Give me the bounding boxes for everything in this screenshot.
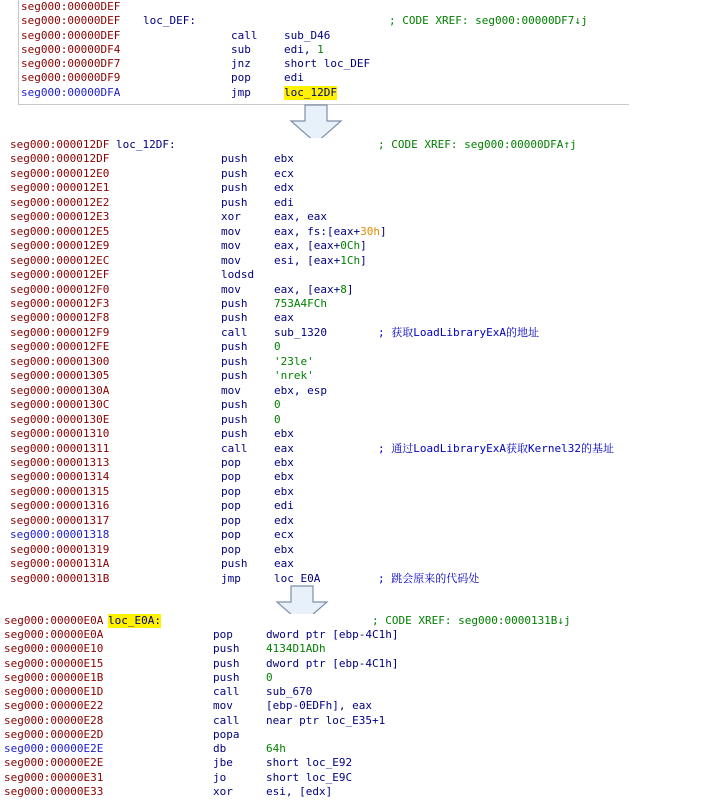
- mnemonic: xor: [213, 784, 233, 798]
- mnemonic: push: [221, 412, 248, 426]
- operand[interactable]: ebx, esp: [274, 383, 327, 397]
- mnemonic: push: [221, 296, 248, 310]
- code-line[interactable]: [8, 427, 638, 441]
- operand[interactable]: ecx: [274, 166, 294, 180]
- code-line[interactable]: [8, 225, 638, 239]
- operand[interactable]: eax: [274, 441, 294, 455]
- address: seg000:00000DEF: [21, 14, 121, 28]
- mnemonic: xor: [221, 210, 241, 224]
- code-line[interactable]: [2, 771, 642, 785]
- mnemonic: pop: [221, 470, 241, 484]
- address: seg000:00001300: [10, 354, 110, 368]
- operand[interactable]: 'nrek': [274, 369, 314, 383]
- mnemonic: jo: [213, 770, 227, 784]
- code-line[interactable]: [19, 29, 629, 43]
- comment: ; CODE XREF: seg000:0000131B↓j: [372, 614, 571, 627]
- mnemonic: push: [221, 152, 248, 166]
- operand[interactable]: 753A4FCh: [274, 296, 327, 310]
- code-line[interactable]: [8, 514, 638, 528]
- mnemonic: call: [231, 28, 258, 42]
- mnemonic: pop: [221, 528, 241, 542]
- mnemonic: mov: [213, 699, 233, 713]
- comment: ; CODE XREF: seg000:00000DFA↑j: [378, 138, 577, 151]
- code-line[interactable]: [2, 642, 642, 656]
- address: seg000:00001318: [10, 528, 110, 542]
- mnemonic: mov: [221, 282, 241, 296]
- code-line[interactable]: [2, 614, 642, 628]
- code-line[interactable]: [8, 442, 638, 456]
- address: seg000:00000E2D: [4, 727, 104, 741]
- operand[interactable]: ebx: [274, 542, 294, 556]
- operand[interactable]: short loc_DEF: [284, 57, 371, 71]
- code-line[interactable]: [19, 14, 629, 28]
- address: seg000:00000E28: [4, 713, 104, 727]
- comment: ; 跳会原来的代码处: [378, 571, 480, 584]
- operand[interactable]: edx: [274, 181, 294, 195]
- code-line[interactable]: [8, 210, 638, 224]
- mnemonic: push: [221, 354, 248, 368]
- code-line[interactable]: [2, 685, 642, 699]
- disasm-panel-loc-12df: [8, 138, 638, 584]
- address: seg000:000012F8: [10, 311, 110, 325]
- code-label[interactable]: loc_E0A:: [108, 614, 161, 627]
- operand[interactable]: 0: [266, 670, 273, 684]
- code-label[interactable]: loc_DEF:: [143, 14, 196, 28]
- code-line[interactable]: [8, 384, 638, 398]
- address: seg000:00001305: [10, 369, 110, 383]
- mnemonic: sub: [231, 42, 251, 56]
- code-line[interactable]: [8, 572, 638, 584]
- address: seg000:000012E0: [10, 166, 110, 180]
- mnemonic: pop: [221, 484, 241, 498]
- code-line[interactable]: [8, 499, 638, 513]
- code-line[interactable]: [19, 0, 629, 14]
- address: seg000:00001319: [10, 542, 110, 556]
- operand[interactable]: 0: [274, 340, 281, 354]
- operand[interactable]: near ptr loc_E35+1: [266, 713, 386, 727]
- code-line[interactable]: [8, 557, 638, 571]
- code-line[interactable]: [8, 167, 638, 181]
- address: seg000:00000DF7: [21, 57, 121, 71]
- address: seg000:000012E1: [10, 181, 110, 195]
- operand[interactable]: 0: [274, 398, 281, 412]
- operand[interactable]: '23le': [274, 354, 314, 368]
- mnemonic: push: [213, 656, 240, 670]
- address: seg000:00001310: [10, 427, 110, 441]
- operand[interactable]: ebx: [274, 470, 294, 484]
- code-line[interactable]: [2, 699, 642, 713]
- mnemonic: push: [221, 311, 248, 325]
- mnemonic: push: [221, 195, 248, 209]
- mnemonic: lodsd: [221, 268, 255, 282]
- address: seg000:00001314: [10, 470, 110, 484]
- operand[interactable]: 64h: [266, 742, 286, 756]
- code-line[interactable]: [2, 657, 642, 671]
- mnemonic: call: [221, 441, 248, 455]
- address: seg000:000012E9: [10, 239, 110, 253]
- mnemonic: jmp: [221, 571, 241, 584]
- code-line[interactable]: [2, 756, 642, 770]
- code-line[interactable]: [8, 543, 638, 557]
- code-line[interactable]: [8, 398, 638, 412]
- address: seg000:00000E0A: [4, 614, 104, 627]
- mnemonic: mov: [221, 239, 241, 253]
- operand[interactable]: esi, [eax+1Ch]: [274, 253, 367, 267]
- address: seg000:000012F3: [10, 296, 110, 310]
- address: seg000:0000130C: [10, 398, 110, 412]
- code-line[interactable]: [8, 268, 638, 282]
- mnemonic: pop: [221, 542, 241, 556]
- address: seg000:00000E2E: [4, 742, 104, 756]
- operand[interactable]: edi, 1: [284, 42, 324, 56]
- code-line[interactable]: [2, 628, 642, 642]
- code-line[interactable]: [8, 369, 638, 383]
- mnemonic: push: [221, 398, 248, 412]
- code-line[interactable]: [8, 355, 638, 369]
- address: seg000:000012DF: [10, 152, 110, 166]
- code-line[interactable]: [19, 86, 629, 100]
- address: seg000:00001311: [10, 441, 110, 455]
- operand[interactable]: dword ptr [ebp-4C1h]: [266, 656, 399, 670]
- code-line[interactable]: [8, 485, 638, 499]
- operand[interactable]: loc_E0A: [274, 571, 321, 584]
- operand[interactable]: [ebp-0EDFh], eax: [266, 699, 372, 713]
- mnemonic: popa: [213, 727, 240, 741]
- code-line[interactable]: [8, 254, 638, 268]
- address: seg000:00000E2E: [4, 756, 104, 770]
- address: seg000:000012F9: [10, 325, 110, 339]
- code-line[interactable]: [19, 43, 629, 57]
- operand[interactable]: edi: [274, 499, 294, 513]
- code-line[interactable]: [2, 785, 642, 799]
- address: seg000:0000131A: [10, 557, 110, 571]
- address: seg000:000012FE: [10, 340, 110, 354]
- mnemonic: pop: [221, 455, 241, 469]
- address: seg000:00000DF4: [21, 42, 121, 56]
- operand[interactable]: ecx: [274, 528, 294, 542]
- mnemonic: db: [213, 742, 227, 756]
- address: seg000:00000DFA: [21, 85, 121, 99]
- address: seg000:00000E1D: [4, 685, 104, 699]
- address: seg000:0000131B: [10, 571, 110, 584]
- comment: ; CODE XREF: seg000:00000DF7↓j: [389, 14, 588, 28]
- address: seg000:00000E31: [4, 770, 104, 784]
- address: seg000:00000E10: [4, 642, 104, 656]
- address: seg000:000012EC: [10, 253, 110, 267]
- mnemonic: jnz: [231, 57, 251, 71]
- address: seg000:00000DEF: [21, 0, 121, 13]
- mnemonic: push: [213, 670, 240, 684]
- operand[interactable]: ebx: [274, 427, 294, 441]
- operand[interactable]: esi, [edx]: [266, 784, 333, 798]
- address: seg000:00000E15: [4, 656, 104, 670]
- operand[interactable]: eax: [274, 311, 294, 325]
- mnemonic: pop: [221, 513, 241, 527]
- operand[interactable]: loc_12DF: [284, 85, 337, 99]
- code-line[interactable]: [19, 71, 629, 85]
- mnemonic: push: [221, 557, 248, 571]
- address: seg000:000012E3: [10, 210, 110, 224]
- mnemonic: pop: [221, 499, 241, 513]
- mnemonic: call: [213, 685, 240, 699]
- operand[interactable]: sub_1320: [274, 325, 327, 339]
- mnemonic: push: [221, 181, 248, 195]
- code-line[interactable]: [8, 326, 638, 340]
- code-line[interactable]: [2, 742, 642, 756]
- address: seg000:000012DF: [10, 138, 110, 151]
- operand[interactable]: eax, [eax+0Ch]: [274, 239, 367, 253]
- mnemonic: call: [221, 325, 248, 339]
- code-line[interactable]: [2, 671, 642, 685]
- operand[interactable]: ebx: [274, 455, 294, 469]
- code-line[interactable]: [8, 138, 638, 152]
- operand[interactable]: eax, [eax+8]: [274, 282, 354, 296]
- code-line[interactable]: [8, 413, 638, 427]
- operand[interactable]: edi: [274, 195, 294, 209]
- address: seg000:00000E22: [4, 699, 104, 713]
- mnemonic: jmp: [231, 85, 251, 99]
- operand[interactable]: dword ptr [ebp-4C1h]: [266, 628, 399, 642]
- code-line[interactable]: [8, 181, 638, 195]
- operand[interactable]: eax: [274, 557, 294, 571]
- comment: ; 通过LoadLibraryExA获取Kernel32的基址: [378, 441, 614, 455]
- operand[interactable]: 4134D1ADh: [266, 642, 326, 656]
- address: seg000:00000DF9: [21, 71, 121, 85]
- address: seg000:0000130E: [10, 412, 110, 426]
- address: seg000:00000DEF: [21, 28, 121, 42]
- comment: ; 获取LoadLibraryExA的地址: [378, 325, 539, 339]
- code-line[interactable]: [8, 239, 638, 253]
- operand[interactable]: eax, fs:[eax+30h]: [274, 224, 387, 238]
- mnemonic: push: [213, 642, 240, 656]
- mnemonic: pop: [231, 71, 251, 85]
- address: seg000:00001316: [10, 499, 110, 513]
- operand[interactable]: ebx: [274, 152, 294, 166]
- code-line[interactable]: [2, 728, 642, 742]
- address: seg000:000012F0: [10, 282, 110, 296]
- mnemonic: mov: [221, 224, 241, 238]
- code-line[interactable]: [8, 340, 638, 354]
- mnemonic: mov: [221, 383, 241, 397]
- operand[interactable]: edi: [284, 71, 304, 85]
- address: seg000:00000E1B: [4, 670, 104, 684]
- code-line[interactable]: [8, 456, 638, 470]
- address: seg000:00000E0A: [4, 628, 104, 642]
- disasm-panel-loc-def: [18, 0, 629, 105]
- mnemonic: push: [221, 340, 248, 354]
- operand[interactable]: short loc_E9C: [266, 770, 353, 784]
- address: seg000:0000130A: [10, 383, 110, 397]
- mnemonic: push: [221, 369, 248, 383]
- mnemonic: jbe: [213, 756, 233, 770]
- mnemonic: push: [221, 427, 248, 441]
- code-line[interactable]: [2, 714, 642, 728]
- code-line[interactable]: [8, 283, 638, 297]
- address: seg000:000012E2: [10, 195, 110, 209]
- operand[interactable]: edx: [274, 513, 294, 527]
- code-label[interactable]: loc_12DF:: [116, 138, 176, 151]
- mnemonic: pop: [213, 628, 233, 642]
- code-line[interactable]: [8, 528, 638, 542]
- operand[interactable]: 0: [274, 412, 281, 426]
- address: seg000:00001315: [10, 484, 110, 498]
- code-line[interactable]: [8, 196, 638, 210]
- address: seg000:000012E5: [10, 224, 110, 238]
- address: seg000:00001317: [10, 513, 110, 527]
- disasm-panel-loc-e0a: [2, 614, 642, 800]
- mnemonic: push: [221, 166, 248, 180]
- address: seg000:00000E33: [4, 784, 104, 798]
- operand[interactable]: short loc_E92: [266, 756, 353, 770]
- mnemonic: call: [213, 713, 240, 727]
- operand[interactable]: sub_670: [266, 685, 313, 699]
- operand[interactable]: ebx: [274, 484, 294, 498]
- code-line[interactable]: [8, 152, 638, 166]
- operand[interactable]: sub_D46: [284, 28, 331, 42]
- operand[interactable]: eax, eax: [274, 210, 327, 224]
- code-line[interactable]: [8, 311, 638, 325]
- code-line[interactable]: [8, 470, 638, 484]
- address: seg000:00001313: [10, 455, 110, 469]
- mnemonic: mov: [221, 253, 241, 267]
- address: seg000:000012EF: [10, 268, 110, 282]
- code-line[interactable]: [8, 297, 638, 311]
- code-line[interactable]: [19, 57, 629, 71]
